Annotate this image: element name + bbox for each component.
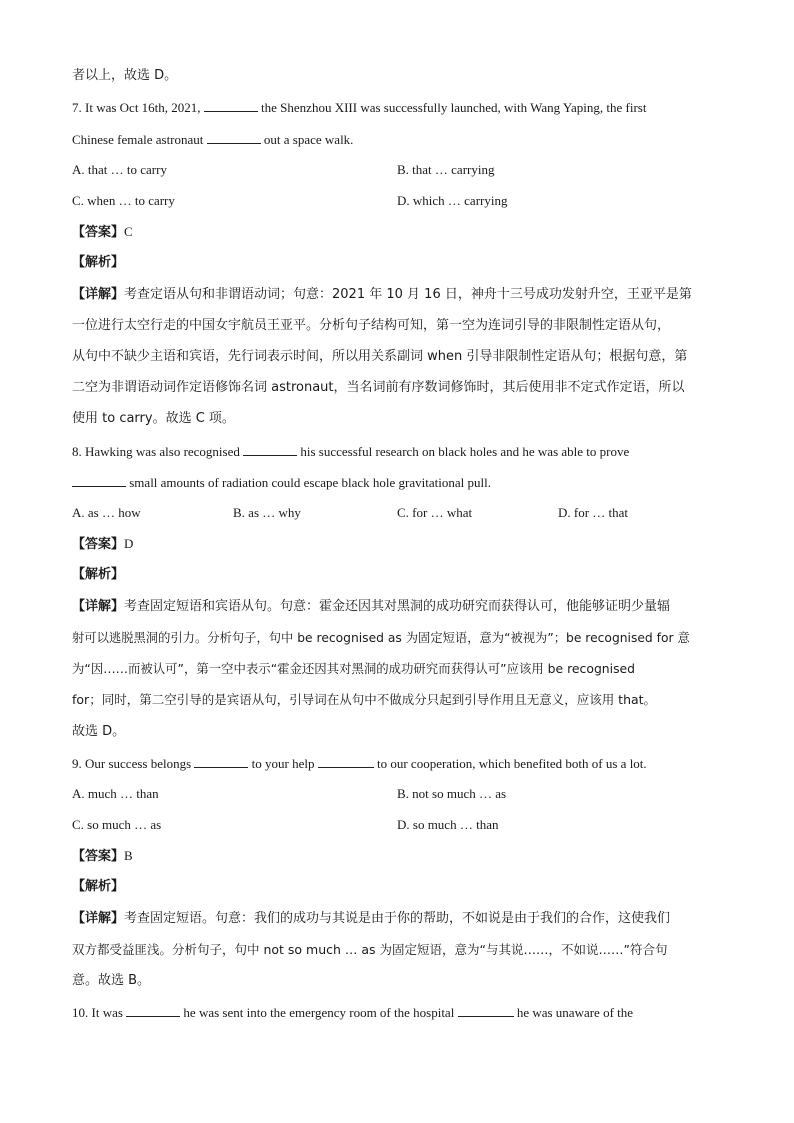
answer-blank: [72, 474, 126, 487]
text: out a space walk.: [263, 132, 354, 147]
question-8-line-2: [72, 474, 491, 491]
answer-blank: [207, 131, 261, 144]
answer-line: [72, 536, 133, 553]
text: to our cooperation, which benefited both of us a lot.: [376, 756, 647, 771]
explanation-line: 意。故选 B。: [72, 973, 151, 988]
answer-line: [72, 224, 133, 241]
text: 8. Hawking was also recognised: [72, 444, 240, 459]
explanation-line: 故选 D。: [72, 724, 126, 739]
text: 考查固定短语。句意：我们的成功与其说是由于你的帮助，不如说是由于我们的合作，这使我们: [124, 911, 671, 926]
answer-value: B: [124, 848, 133, 863]
explanation-line: 二空为非谓语动词作定语修饰名词 astronaut，当名词前有序数词修饰时，其后使用非不定式作定语，所以: [72, 380, 685, 395]
analysis-heading: 【解析】: [72, 567, 125, 582]
text: small amounts of radiation could escape black hole gravitational pull.: [129, 475, 491, 490]
question-9-line-1: [72, 755, 647, 772]
option-c: C. when … to carry: [72, 193, 175, 208]
question-10-line-1: [72, 1004, 633, 1021]
option-b: B. as … why: [233, 505, 301, 520]
answer-blank: [194, 755, 248, 768]
explanation-line: 双方都受益匪浅。分析句子，句中 not so much … as 为固定短语，意为“与其说……，不如说……”符合句: [72, 942, 668, 957]
answer-blank: [243, 443, 297, 456]
text: 9. Our success belongs: [72, 756, 192, 771]
answer-tag: 【答案】: [72, 537, 125, 552]
explanation-line: [72, 599, 670, 615]
analysis-heading: 【解析】: [72, 255, 125, 270]
explanation-line: 射可以逃脱黑洞的引力。分析句子，句中 be recognised as 为固定短语，意为“被视为”；be recognised for 意: [72, 631, 690, 645]
question-7-line-2: [72, 131, 353, 148]
text: his successful research on black holes and he was able to prove: [300, 444, 630, 459]
answer-line: [72, 848, 133, 865]
answer-blank: [458, 1004, 514, 1017]
option-c: C. for … what: [397, 505, 473, 520]
analysis-heading: 【解析】: [72, 879, 125, 894]
option-a: A. as … how: [72, 505, 141, 520]
answer-value: D: [124, 536, 134, 551]
text-line: 者以上，故选 D。: [72, 68, 178, 83]
answer-value: C: [124, 224, 133, 239]
answer-blank: [126, 1004, 180, 1017]
text: 10. It was: [72, 1005, 123, 1020]
explanation-tag: 【详解】: [72, 911, 125, 926]
explanation-line: 为“因……而被认可”，第一空中表示“霍金还因其对黑洞的成功研究而获得认可”应该用 be recognised: [72, 661, 636, 676]
answer-blank: [318, 755, 374, 768]
text: 考查固定短语和宾语从句。句意：霍金还因其对黑洞的成功研究而获得认可，他能够证明少量辐: [124, 599, 671, 614]
explanation-line: 一位进行太空行走的中国女宇航员王亚平。分析句子结构可知，第一空为连词引导的非限制性定语从句，: [72, 318, 671, 333]
answer-tag: 【答案】: [72, 849, 125, 864]
text: he was sent into the emergency room of the hospital: [183, 1005, 455, 1020]
explanation-tag: 【详解】: [72, 287, 125, 302]
explanation-line: [72, 911, 670, 927]
answer-tag: 【答案】: [72, 225, 125, 240]
answer-blank: [204, 99, 258, 112]
option-a: A. much … than: [72, 786, 159, 801]
explanation-line: 从句中不缺少主语和宾语，先行词表示时间，所以用关系副词 when 引导非限制性定语从句；根据句意，第: [72, 349, 688, 364]
option-c: C. so much … as: [72, 817, 162, 832]
text: 7. It was Oct 16th, 2021,: [72, 100, 201, 115]
question-7-line-1: [72, 99, 646, 116]
option-b: B. that … carrying: [397, 162, 495, 177]
explanation-tag: 【详解】: [72, 599, 125, 614]
text: to your help: [251, 756, 315, 771]
text: the Shenzhou XIII was successfully launched, with Wang Yaping, the first: [261, 100, 647, 115]
option-d: D. for … that: [558, 505, 629, 520]
explanation-line: 使用 to carry。故选 C 项。: [72, 411, 235, 426]
option-d: D. so much … than: [397, 817, 499, 832]
text: Chinese female astronaut: [72, 132, 204, 147]
option-b: B. not so much … as: [397, 786, 507, 801]
text: he was unaware of the: [516, 1005, 634, 1020]
option-d: D. which … carrying: [397, 193, 508, 208]
explanation-line: for；同时，第二空引导的是宾语从句，引导词在从句中不做成分只起到引导作用且无意义，应该用 that。: [72, 692, 657, 707]
explanation-line: [72, 287, 692, 303]
question-8-line-1: [72, 443, 629, 460]
text: 考查定语从句和非谓语动词；句意：2021 年 10 月 16 日，神舟十三号成功发射升空，王亚平是第: [124, 287, 692, 302]
option-a: A. that … to carry: [72, 162, 167, 177]
